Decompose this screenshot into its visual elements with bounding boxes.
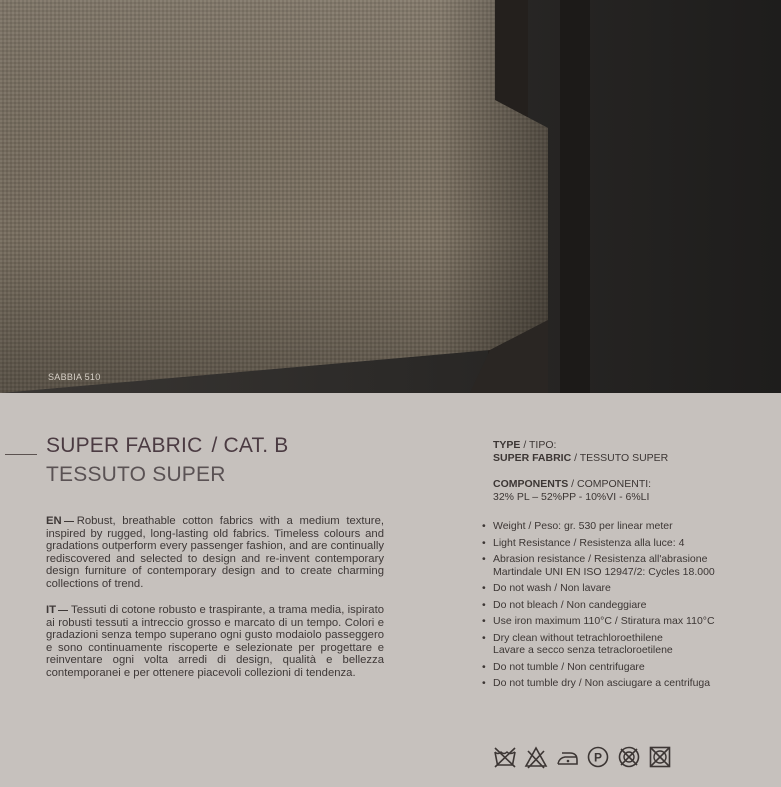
dash-divider <box>64 521 74 522</box>
spec-components-label: COMPONENTS / COMPONENTI: <box>493 478 652 490</box>
list-item: • Use iron maximum 110°C / Stiratura max 110°C <box>482 615 715 627</box>
iron-low-icon <box>555 745 579 769</box>
spec-type-value: SUPER FABRIC / TESSUTO SUPER <box>493 451 669 464</box>
fabric-photo-graphic <box>0 0 781 393</box>
dry-clean-p-icon <box>586 745 610 769</box>
page-title <box>46 433 289 458</box>
lang-label-en: EN <box>46 515 62 527</box>
description-it-text: Tessuti di cotone robusto e traspirante, a trama media, ispirato ai robusti tessuti a intreccio grosso e marcato di un tempo. Colori e gradazioni senza tempo superano ogni gusto modaiolo passeggero e sono continuamente riscoperte e selezionate per progettare e reinventare ogni volta arredi di design, qualità e bellezza contemporanei e per ottenere piacevoli collezioni di tendenza. <box>46 604 384 679</box>
title-main: SUPER FABRIC <box>46 434 203 457</box>
list-item: • Weight / Peso: gr. 530 per linear meter <box>482 520 673 532</box>
svg-text:P: P <box>593 750 603 765</box>
title-rule <box>5 454 37 455</box>
fabric-photo <box>0 0 781 393</box>
list-item: • Abrasion resistance / Resistenza all'abrasione Martindale UNI EN ISO 12947/2: Cycles 18.000 <box>482 553 715 578</box>
spec-type <box>493 439 668 464</box>
dash-divider <box>58 610 68 611</box>
list-item: • Do not tumble / Non centrifugare <box>482 660 645 673</box>
do-not-wash-icon <box>493 745 517 769</box>
do-not-bleach-icon <box>524 745 548 769</box>
list-item: • Light Resistance / Resistenza alla luce: 4 <box>482 536 685 549</box>
description-it <box>46 604 384 680</box>
lang-label-it: IT <box>46 604 57 616</box>
chair-frame-post <box>560 0 590 393</box>
spec-components-value: 32% PL – 52%PP - 10%VI - 6%LI <box>493 490 650 503</box>
care-list <box>482 520 772 694</box>
list-item: • Do not bleach / Non candeggiare <box>482 598 647 611</box>
list-item: • Do not tumble dry / Non asciugare a centrifuga <box>482 677 711 689</box>
list-item: • Dry clean without tetrachloroethilene Lavare a secco senza tetracloroetilene <box>482 631 673 656</box>
photo-caption: SABBIA 510 <box>48 372 101 382</box>
do-not-tumble-icon <box>617 745 641 769</box>
title-category: / CAT. B <box>211 434 289 457</box>
description-en <box>46 515 384 591</box>
description-en-text: Robust, breathable cotton fabrics with a medium texture, inspired by rugged, long-lasting old fabrics. Timeless colours and gradations outperform every passenger fashion, and are continually rediscovered and selected to design and re-invent contemporary design furniture of contemporary design and to create charming collections of trend. <box>46 515 384 590</box>
list-item: • Do not wash / Non lavare <box>482 582 611 594</box>
spec-type-label: TYPE / TIPO: <box>493 439 557 451</box>
page-subtitle: TESSUTO SUPER <box>46 463 226 486</box>
care-icons <box>493 745 672 769</box>
spec-components <box>493 478 651 503</box>
info-panel <box>0 393 781 787</box>
do-not-tumble-dry-icon <box>648 745 672 769</box>
